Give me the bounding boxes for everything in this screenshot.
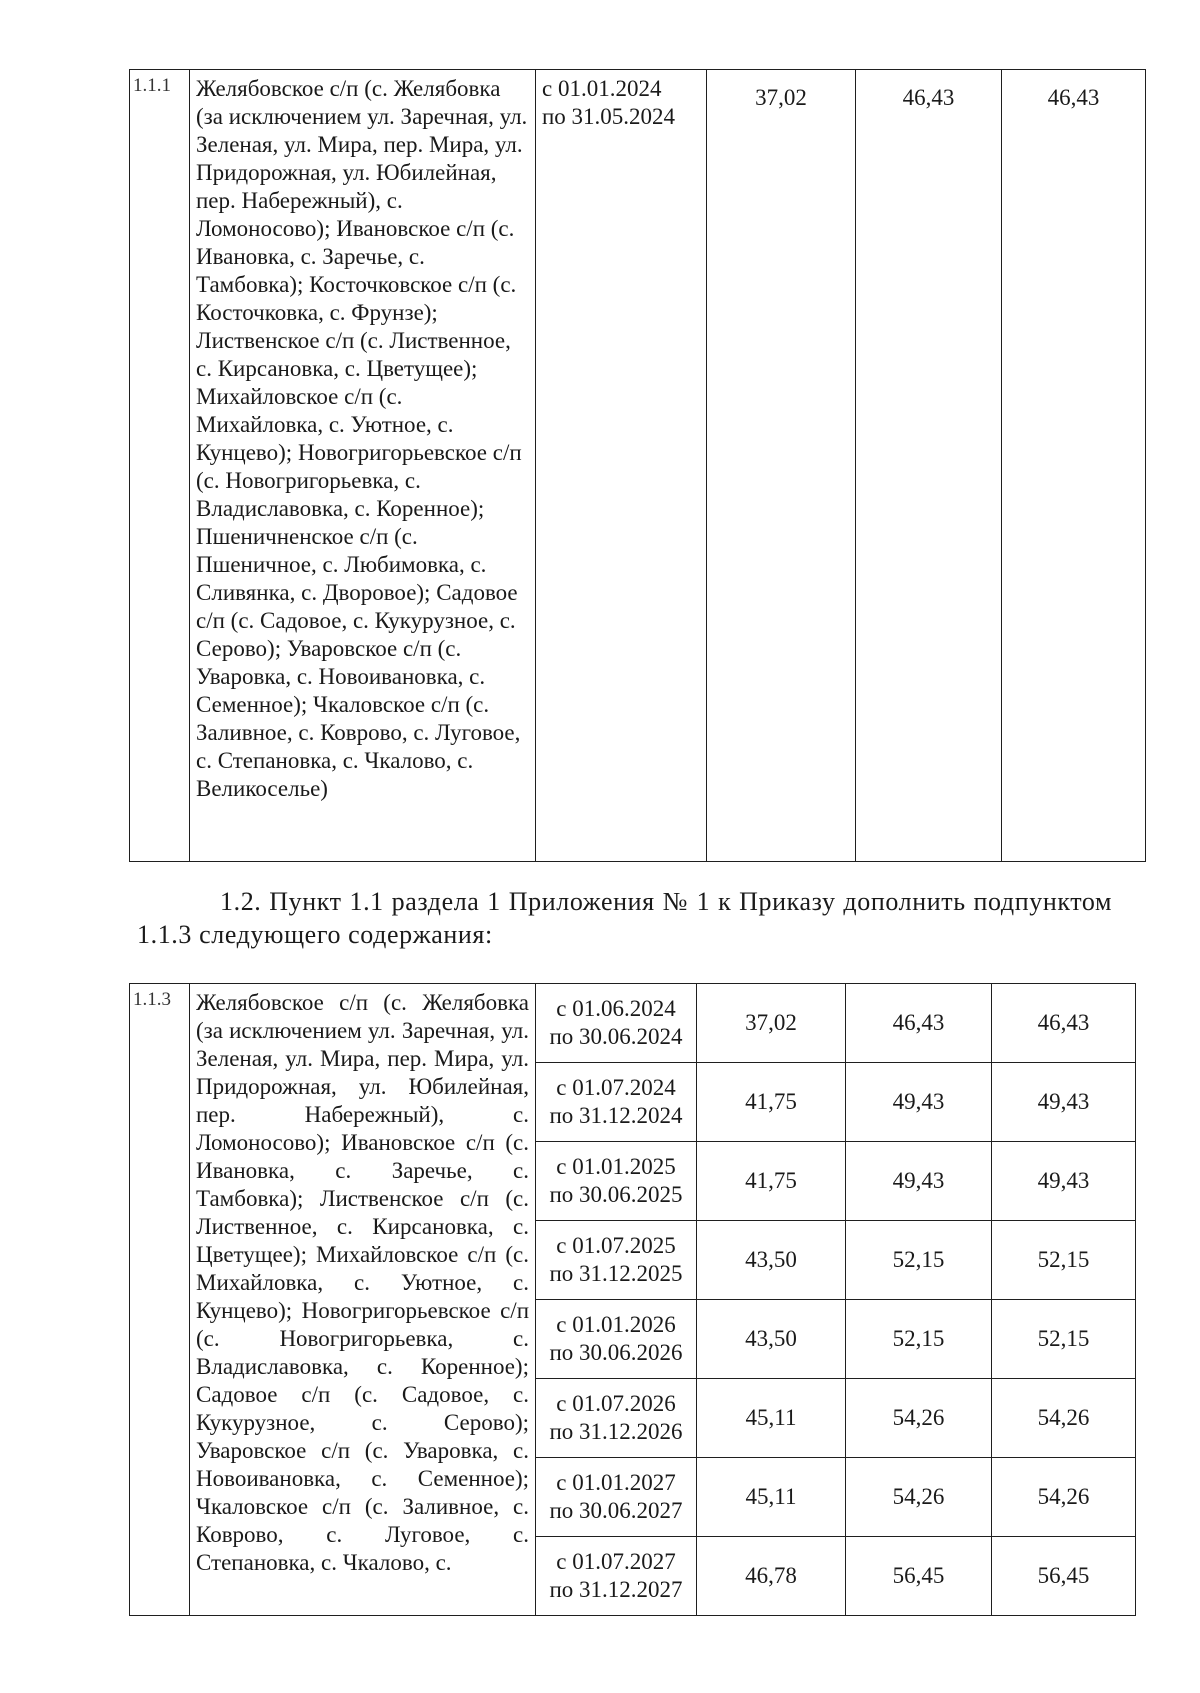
period-cell: [536, 1379, 697, 1458]
period-from: с 01.06.2024: [556, 996, 676, 1021]
table-row: [130, 70, 1146, 862]
tariff-value-3: 56,45: [992, 1537, 1136, 1616]
area-description: Желябовское с/п (с. Желябовка (за исключением ул. Заречная, ул. Зеленая, ул. Мира, пер. Мира, ул. Придорожная, ул. Юбилейная, пер. Набережный), с. Ломоносово); Ивановское с/п (с. Ивановка, с. Заречье, с. Тамбовка); Косточковское с/п (с. Косточковка, с. Фрунзе); Лиственское с/п (с. Лиственное, с. Кирсановка, с. Цветущее); Михайловское с/п (с. Михайловка, с. Уютное, с. Кунцево); Новогригорьевское с/п (с. Новогригорьевка, с. Владиславовка, с. Коренное); Пшеничненское с/п (с. Пшеничное, с. Любимовка, с. Сливянка, с. Дворовое); Садовое с/п (с. Садовое, с. Кукурузное, с. Серово); Уваровское с/п (с. Уваровка, с. Новоивановка, с. Семенное); Чкаловское с/п (с. Заливное, с. Коврово, с. Луговое, с. Степановка, с. Чкалово, с. Великоселье): [190, 70, 536, 862]
tariff-value-3: 52,15: [992, 1221, 1136, 1300]
tariff-value-1: 37,02: [707, 70, 856, 862]
row-number: 1.1.3: [130, 984, 190, 1616]
period-from: с 01.01.2026: [556, 1312, 676, 1337]
period-cell: [536, 1537, 697, 1616]
tariff-value-2: 46,43: [846, 984, 992, 1063]
tariff-value-3: 54,26: [992, 1458, 1136, 1537]
tariff-value-3: 49,43: [992, 1063, 1136, 1142]
tariff-value-2: 49,43: [846, 1063, 992, 1142]
period-to: по 31.05.2024: [542, 104, 676, 129]
period-from: с 01.07.2026: [556, 1391, 676, 1416]
tariff-value-2: 46,43: [856, 70, 1002, 862]
tariff-value-1: 45,11: [697, 1458, 846, 1537]
period-cell: [536, 1458, 697, 1537]
tariff-value-1: 46,78: [697, 1537, 846, 1616]
tariff-value-1: 43,50: [697, 1300, 846, 1379]
period-cell: [536, 1063, 697, 1142]
tariff-value-1: 45,11: [697, 1379, 846, 1458]
period-to: по 30.06.2026: [549, 1340, 683, 1365]
table-row: [130, 984, 1136, 1063]
period-to: по 30.06.2025: [549, 1182, 683, 1207]
tariff-table-1-1-1: [129, 69, 1146, 862]
period-from: с 01.01.2025: [556, 1154, 676, 1179]
period-cell: [536, 1300, 697, 1379]
tariff-table-1-1-3: [129, 983, 1136, 1616]
tariff-value-3: 46,43: [1002, 70, 1146, 862]
tariff-value-3: 46,43: [992, 984, 1136, 1063]
period-cell: [536, 1221, 697, 1300]
period-to: по 31.12.2024: [549, 1103, 683, 1128]
period-to: по 31.12.2025: [549, 1261, 683, 1286]
period-to: по 30.06.2024: [549, 1024, 683, 1049]
tariff-value-3: 54,26: [992, 1379, 1136, 1458]
tariff-value-2: 52,15: [846, 1300, 992, 1379]
period-cell: [536, 70, 707, 862]
tariff-value-2: 54,26: [846, 1458, 992, 1537]
period-to: по 31.12.2026: [549, 1419, 683, 1444]
tariff-value-2: 49,43: [846, 1142, 992, 1221]
tariff-value-1: 41,75: [697, 1063, 846, 1142]
period-cell: [536, 1142, 697, 1221]
period-from: с 01.07.2027: [556, 1549, 676, 1574]
tariff-value-1: 43,50: [697, 1221, 846, 1300]
tariff-value-1: 41,75: [697, 1142, 846, 1221]
period-cell: [536, 984, 697, 1063]
period-to: по 31.12.2027: [549, 1577, 683, 1602]
row-number: 1.1.1: [130, 70, 190, 862]
period-from: с 01.07.2024: [556, 1075, 676, 1100]
amendment-paragraph: 1.2. Пункт 1.1 раздела 1 Приложения № 1 к Приказу дополнить подпунктом 1.1.3 следующего содержания:: [137, 887, 1112, 949]
period-from: с 01.01.2024: [542, 76, 662, 101]
tariff-value-2: 52,15: [846, 1221, 992, 1300]
period-to: по 30.06.2027: [549, 1498, 683, 1523]
tariff-value-3: 49,43: [992, 1142, 1136, 1221]
area-description: Желябовское с/п (с. Желябовка (за исключением ул. Заречная, ул. Зеленая, ул. Мира, пер. Мира, ул. Придорожная, ул. Юбилейная, пер. Набережный), с. Ломоносово); Ивановское с/п (с. Ивановка, с. Заречье, с. Тамбовка); Лиственское с/п (с. Лиственное, с. Кирсановка, с. Цветущее); Михайловское с/п (с. Михайловка, с. Уютное, с. Кунцево); Новогригорьевское с/п (с. Новогригорьевка, с. Владиславовка, с. Коренное); Садовое с/п (с. Садовое, с. Кукурузное, с. Серово); Уваровское с/п (с. Уваровка, с. Новоивановка, с. Семенное); Чкаловское с/п (с. Заливное, с. Коврово, с. Луговое, с. Степановка, с. Чкалово, с.: [190, 984, 536, 1616]
tariff-value-2: 54,26: [846, 1379, 992, 1458]
tariff-value-2: 56,45: [846, 1537, 992, 1616]
period-from: с 01.07.2025: [556, 1233, 676, 1258]
period-from: с 01.01.2027: [556, 1470, 676, 1495]
tariff-value-1: 37,02: [697, 984, 846, 1063]
tariff-value-3: 52,15: [992, 1300, 1136, 1379]
